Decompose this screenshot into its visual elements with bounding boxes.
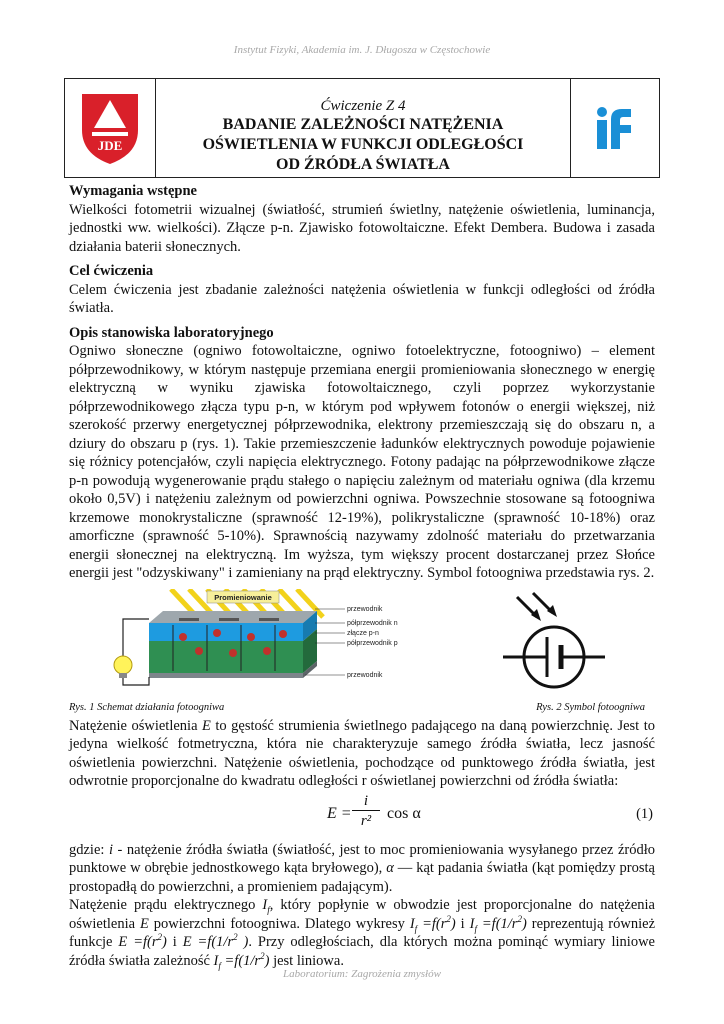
label-pn-junction: złącze p-n: [347, 629, 379, 637]
top-contact: [149, 611, 317, 623]
formula-1: [69, 793, 655, 839]
running-header: Instytut Fizyki, Akademia im. J. Długosza w Częstochowie: [233, 44, 491, 56]
goal-heading: Cel ćwiczenia: [69, 263, 154, 279]
desc-heading: Opis stanowiska laboratoryjnego: [69, 324, 274, 341]
title-box: [64, 78, 660, 178]
equation-number: (1): [636, 805, 653, 822]
title-line-1: BADANIE ZALEŻNOŚCI NATĘŻENIA: [222, 116, 504, 133]
paragraph-illuminance: Natężenie oświetlenia E to gęstość strumienia świetlnego padającego na daną powierzchnię. Jest to jedyna wielkość fotmetryczna, która nie charakteryzuje samego źródła światła, lecz jasność oświetlenia powierzchni. Natężenie oświetlenia, pochodzące od punktowego źródła światła, jest odwrotnie proporcjonalne do kwadratu odległości r oświetlanej powierzchni od źródła światła:: [69, 717, 655, 789]
title-line-3: OD ŹRÓDŁA ŚWIATŁA: [276, 156, 450, 173]
photocell-symbol: [499, 591, 609, 695]
figures-row: [69, 589, 655, 717]
ajd-shield-icon: [78, 90, 142, 166]
req-text: Wielkości fotometrii wizualnej (światłość, strumień świetlny, natężenie oświetlenia, luminancja, jednostki ww. wielkości). Złącze p-n. Zjawisko fotowoltaiczne. Efekt Dembera. Budowa i zasada działania baterii słonecznych.: [69, 201, 655, 255]
svg-text:JDE: JDE: [97, 138, 123, 153]
req-heading: Wymagania wstępne: [69, 183, 197, 199]
paragraph-where: gdzie: i - natężenie źródła światła (światłość, jest to moc promieniowania wysyłanego przez źródło punktowe w obrębie jednostkowego kąta bryłowego), α — kąt padania światła (kąt pomiędzy prostą prostopadłą do powierzchni, a promieniem padającym).: [69, 841, 655, 895]
formula-fraction: [352, 793, 380, 830]
running-footer: Laboratorium: Zagrożenia zmysłów: [283, 968, 441, 980]
figure2-caption: Rys. 2 Symbol fotoogniwa: [536, 701, 645, 713]
label-p-semiconductor: półprzewodnik p: [347, 639, 398, 647]
bulb-icon: [114, 656, 132, 674]
paragraph-current: Natężenie prądu elektrycznego $I_f$, który popłynie w obwodzie jest proporcjonalne do natężenia oświetlenia E powierzchni fotoogniwa. Dlatego wykresy $I_f =f(r^2)$ i $I_f =f(1/r^2)$ reprezentują również funkcje $E =f(r^2)$ i $E =f(1/r^2$ ). Przy odległościach, dla których można pominąć wymiary liniowe źródła światła zależność $I_f =f(1/r^2)$ jest liniowa.: [69, 897, 655, 971]
figure1-caption: Rys. 1 Schemat działania fotoogniwa: [69, 701, 225, 713]
title-line-2: OŚWIETLENIA W FUNKCJI ODLEGŁOŚCI: [202, 136, 524, 153]
title-block: [156, 79, 570, 177]
solar-cell-diagram: [109, 589, 409, 695]
goal-text: Celem ćwiczenia jest zbadanie zależności natężenia oświetlenia w funkcji odległości od źródła światła.: [69, 281, 655, 316]
banner-label: Promieniowanie: [214, 592, 272, 602]
formula-lhs: E =: [327, 804, 352, 822]
main-content: [69, 182, 655, 970]
institute-logo: [570, 79, 659, 177]
formula-numerator: i: [363, 792, 369, 809]
p-layer: [149, 641, 303, 673]
university-logo: [65, 79, 156, 177]
if-logo-icon: [595, 105, 635, 151]
desc-text: Ogniwo słoneczne (ogniwo fotowoltaiczne, ogniwo fotoelektryczne, fotoogniwo) – element półprzewodnikowy, w którym następuje przemiana energii promieniowania słonecznego w energię elektryczną w wyniku zjawiska fotowoltaicznego, czyli poprzez wykorzystanie półprzewodnikowego złącza typu p-n, w którym pod wpływem fotonów o energii większej, niż szerokość przerwy energetycznej półprzewodnika, elektrony przemieszczają się do obszaru n, a dziury do obszaru p (rys. 1). Takie przemieszczenie ładunków elektrycznych powoduje pojawienie się różnicy potencjałów, czyli napięcia elektrycznego. Fotony padając na półprzewodnikowe złącze p-n powodują wygenerowanie prądu stałego o napięciu zależnym od materiału ogniwa (dla krzemu około 0,5V) i natężeniu zależnym od powierzchni ogniwa. Powszechnie stosowane są fotoogniwa krzemowe monokrystaliczne (sprawność 12-19%), polikrystaliczne (sprawność 10-18%) oraz amorficzne (sprawność 5-10%). Sprawnością nazywamy zdolność materiału do przetwarzania energii słonecznej na elektryczną. Im wyższa, tym większy procent dostarczanej przez Słońce energii jest "odzyskiwany" i zamieniany na prąd elektryczny. Symbol fotoogniwa przedstawia rys. 2.: [69, 343, 655, 581]
label-conductor-top: przewodnik: [347, 605, 383, 613]
formula-rhs: cos α: [387, 804, 421, 822]
exercise-number: Ćwiczenie Z 4: [320, 98, 406, 114]
label-conductor-bottom: przewodnik: [347, 671, 383, 679]
formula-denominator: r²: [360, 812, 372, 829]
label-n-semiconductor: półprzewodnik n: [347, 619, 398, 627]
